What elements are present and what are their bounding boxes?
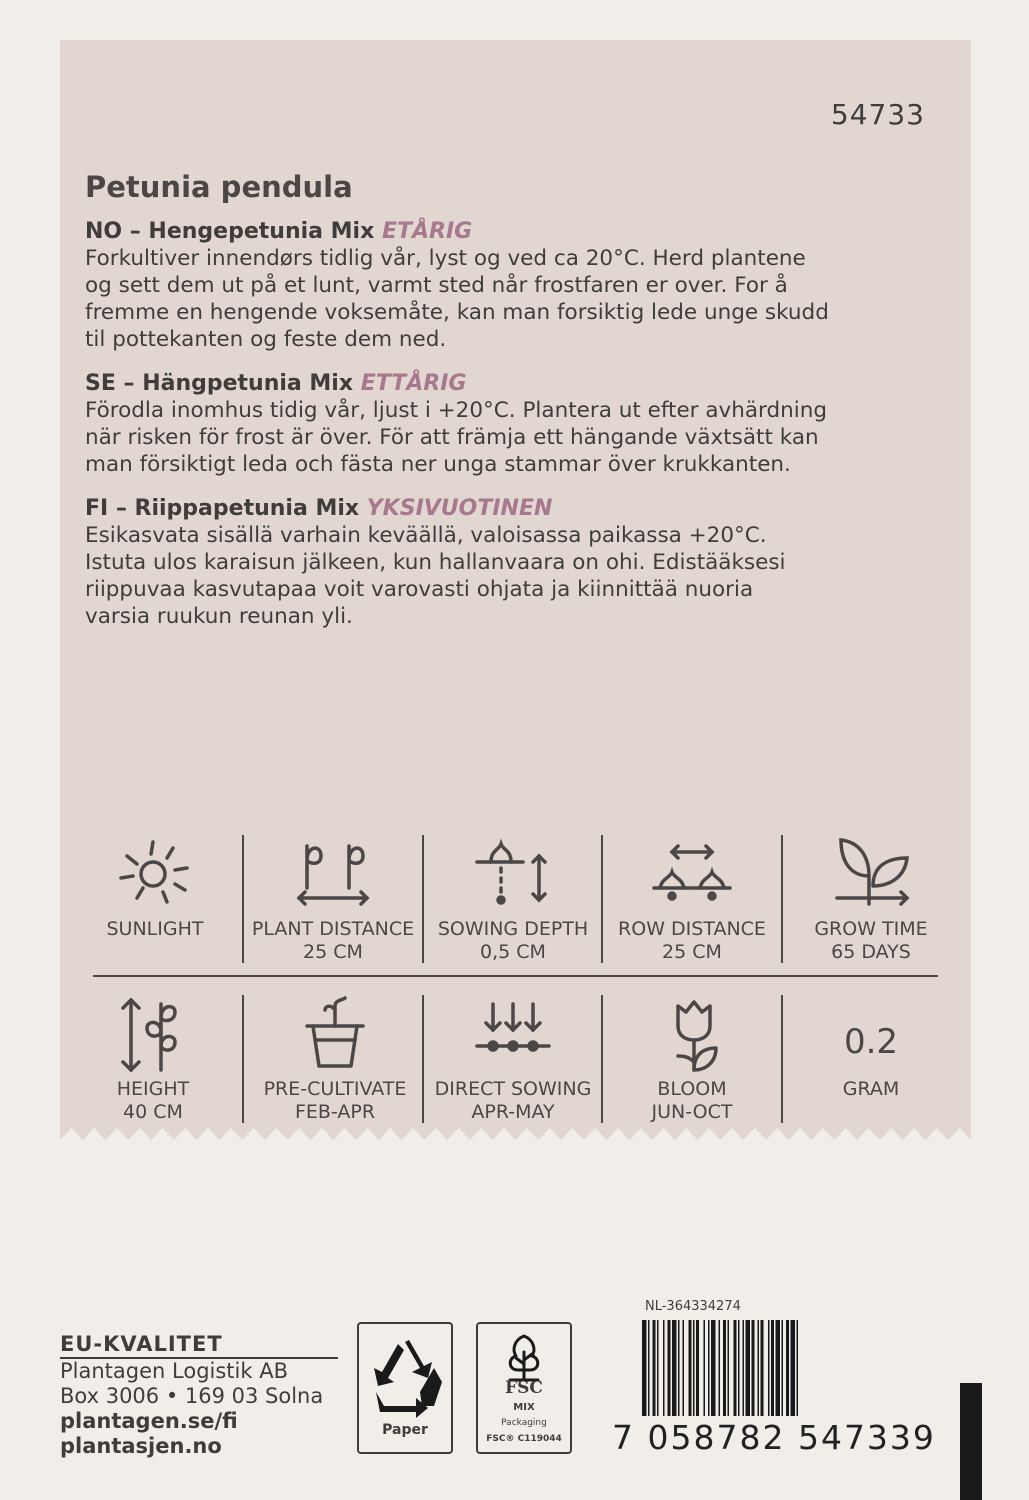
barcode-bar — [786, 1320, 789, 1416]
grow-time-icon — [831, 836, 911, 908]
barcode-bar — [657, 1320, 659, 1416]
barcode-bar — [696, 1320, 699, 1416]
fsc-mix: MIX — [513, 1402, 535, 1413]
barcode-bar — [693, 1320, 695, 1416]
info-sunlight: SUNLIGHT — [66, 836, 244, 941]
barcode-bar — [746, 1320, 751, 1416]
barcode-bar — [653, 1320, 656, 1416]
section-se — [85, 370, 935, 478]
barcode-bar — [704, 1320, 706, 1416]
barcode-bar — [743, 1320, 745, 1416]
fsc-packaging: Packaging — [501, 1418, 547, 1428]
barcode-bar — [738, 1320, 740, 1416]
barcode-bar — [771, 1320, 774, 1416]
weight-unit: GRAM — [842, 1078, 900, 1100]
section-body: Esikasvata sisällä varhain keväällä, valoisassa paikassa +20°C. Istuta ulos karaisun jälkeen, kun hallanvaara on ohi. Edistääksesi riippuvaa kasvutapaa voit varovasti ohjata ja kiinnittää nuoria varsia ruukun reunan yli. — [85, 523, 786, 629]
fsc-tree-icon — [494, 1330, 554, 1382]
barcode-bar — [689, 1320, 692, 1416]
barcode-bar — [711, 1320, 716, 1416]
info-row-distance: ROW DISTANCE 25 CM — [603, 836, 781, 964]
paper-label: Paper — [382, 1422, 428, 1438]
barcode-bar — [719, 1320, 721, 1416]
icon-grid — [60, 830, 971, 1130]
barcode-bar — [708, 1320, 710, 1416]
info-pre-cultivate: PRE-CULTIVATE FEB-APR — [246, 996, 424, 1124]
recycle-icon — [362, 1334, 448, 1420]
barcode-bar — [642, 1320, 647, 1416]
sku-number: 54733 — [830, 98, 925, 131]
website-se[interactable]: plantagen.se/fi — [60, 1409, 238, 1433]
section-heading: NO – Hengepetunia Mix ETÅRIG — [85, 219, 473, 244]
info-grow-time: GROW TIME 65 DAYS — [782, 836, 960, 964]
sowing-depth-icon — [473, 836, 553, 908]
fsc-code: FSC® C119044 — [486, 1434, 562, 1444]
section-body: Förodla inomhus tidig vår, ljust i +20°C. Plantera ut efter avhärdning när risken för frost är över. För att främja ett hängande växtsätt kan man försiktigt leda och fästa ner unga stammar över krukkanten. — [85, 398, 828, 477]
barcode-bar — [683, 1320, 685, 1416]
fsc-label: FSC — [505, 1378, 543, 1398]
barcode-bar — [768, 1320, 770, 1416]
plant-distance-icon — [293, 836, 373, 908]
barcode — [640, 1320, 930, 1420]
barcode-bar — [791, 1320, 796, 1416]
info-plant-distance: PLANT DISTANCE 25 CM — [244, 836, 422, 964]
edge-mark — [960, 1383, 982, 1500]
section-fi — [85, 495, 935, 630]
barcode-bar — [648, 1320, 650, 1416]
barcode-bar — [678, 1320, 680, 1416]
section-no — [85, 218, 935, 353]
barcode-bar — [761, 1320, 764, 1416]
info-bloom: BLOOM JUN-OCT — [603, 996, 781, 1124]
company-address: Box 3006 • 169 03 Solna — [60, 1384, 324, 1408]
barcode-bar — [758, 1320, 760, 1416]
barcode-bar — [734, 1320, 737, 1416]
direct-sowing-icon — [473, 996, 553, 1074]
website-no[interactable]: plantasjen.no — [60, 1434, 222, 1458]
barcode-bar — [668, 1320, 671, 1416]
row-distance-icon — [652, 836, 732, 908]
barcode-bar — [723, 1320, 726, 1416]
info-sowing-depth: SOWING DEPTH 0,5 CM — [424, 836, 602, 964]
barcode-bar — [672, 1320, 677, 1416]
barcode-bar — [728, 1320, 730, 1416]
company-name: Plantagen Logistik AB — [60, 1359, 288, 1383]
info-direct-sowing: DIRECT SOWING APR-MAY — [424, 996, 602, 1124]
barcode-bar — [752, 1320, 755, 1416]
grid-divider — [93, 975, 938, 977]
ean-number: 7 058782 547339 — [612, 1418, 936, 1457]
section-body: Forkultiver innendørs tidlig vår, lyst og ved ca 20°C. Herd plantene og sett dem ut på et lunt, varmt sted når frostfaren er over. For å fremme en hengende voksemåte, kan man forsiktig lede unge skudd til pottekanten og feste dem ned. — [85, 246, 829, 352]
eu-block — [60, 1332, 340, 1459]
paper-recycle-badge — [357, 1322, 453, 1454]
section-heading: FI – Riippapetunia Mix YKSIVUOTINEN — [85, 496, 553, 521]
barcode-bar — [782, 1320, 784, 1416]
barcode-bar — [663, 1320, 665, 1416]
nl-number: NL-364334274 — [645, 1299, 741, 1314]
tulip-icon — [652, 996, 732, 1074]
info-height: HEIGHT 40 CM — [64, 996, 242, 1124]
barcode-bar — [776, 1320, 781, 1416]
weight-value: 0.2 — [843, 1022, 899, 1062]
barcode-bar — [797, 1320, 799, 1416]
fsc-badge — [476, 1322, 572, 1454]
pot-icon — [295, 996, 375, 1074]
latin-name: Petunia pendula — [85, 170, 353, 204]
sun-icon — [115, 836, 195, 908]
section-heading: SE – Hängpetunia Mix ETTÅRIG — [85, 371, 467, 396]
info-weight — [782, 996, 960, 1101]
zigzag-edge — [60, 1128, 971, 1152]
height-icon — [113, 996, 193, 1074]
eu-quality-heading: EU-KVALITET — [60, 1332, 338, 1359]
